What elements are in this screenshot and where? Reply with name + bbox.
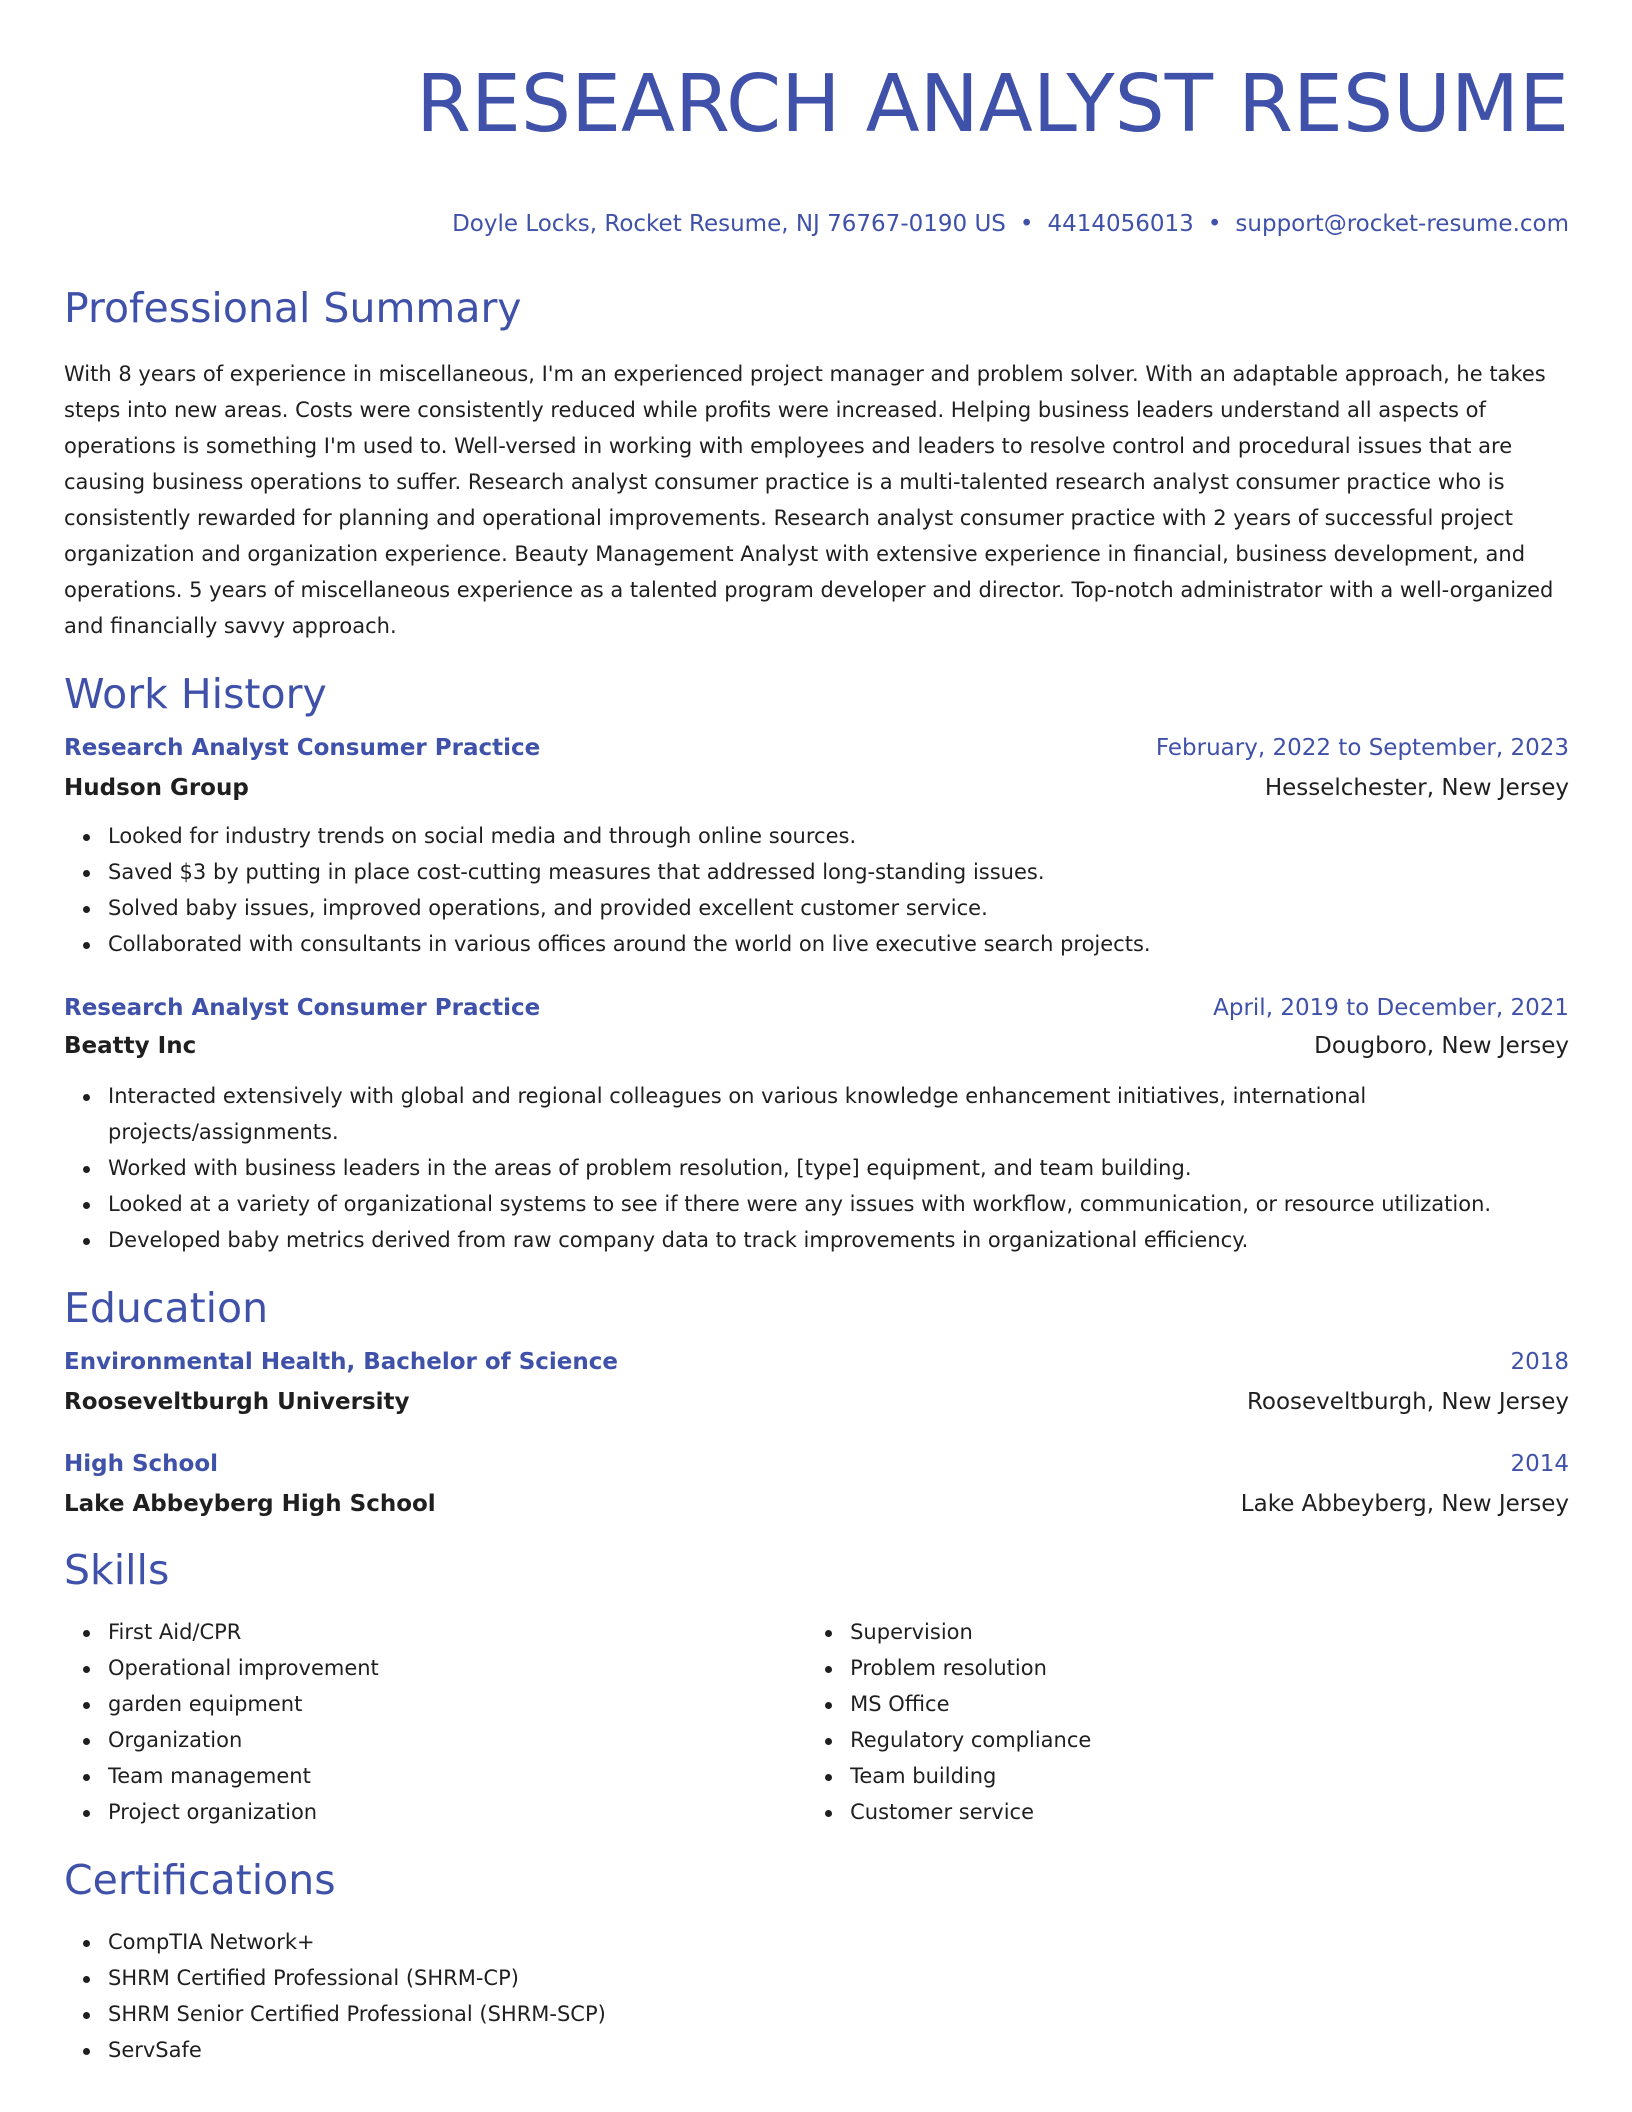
job-bullets [64,818,1569,962]
section-heading-skills: Skills [64,1546,170,1594]
section-heading-education: Education [64,1284,269,1332]
skills-section [64,1542,1569,1830]
certification-item: SHRM Certified Professional (SHRM-CP) [108,1960,1569,1996]
skill-item: Customer service [850,1794,1569,1830]
job-location: Dougboro, New Jersey [1314,1033,1569,1059]
list-item: Collaborated with consultants in various offices around the world on live executive search projects. [108,926,1569,962]
summary-text: With 8 years of experience in miscellaneous, I'm an experienced project manager and problem solver. With an adaptable approach, he takes steps into new areas. Costs were consistently reduced while profits were increased. Helping business leaders understand all aspects of operations is something I'm used to. Well-versed in working with employees and leaders to resolve control and procedural issues that are causing business operations to suffer. Research analyst consumer practice is a multi-talented research analyst consumer practice who is consistently rewarded for planning and operational improvements. Research analyst consumer practice with 2 years of successful project organization and organization experience. Beauty Management Analyst with extensive experience in financial, business development, and operations. 5 years of miscellaneous experience as a talented program developer and director. Top-notch administrator with a well-organized and financially savvy approach. [64,362,1554,638]
list-item: Interacted extensively with global and regional colleagues on various knowledge enhancement initiatives, international projects/assignments. [108,1078,1569,1150]
skill-item: Operational improvement [108,1650,806,1686]
school-name: Rooseveltburgh University [64,1389,410,1415]
certifications-list [64,1924,1569,2068]
skill-item: Supervision [850,1614,1569,1650]
skills-list-right [806,1614,1569,1830]
job-location: Hesselchester, New Jersey [1264,775,1569,801]
skill-item: Team building [850,1758,1569,1794]
degree-title: High School [64,1451,219,1477]
certification-item: ServSafe [108,2032,1569,2068]
skill-item: Project organization [108,1794,806,1830]
contact-phone: 4414056013 [1047,211,1194,237]
summary-section [64,280,1569,644]
skill-item: Regulatory compliance [850,1722,1569,1758]
education-section [64,1280,1569,1520]
school-name: Lake Abbeyberg High School [64,1491,436,1517]
certification-item: CompTIA Network+ [108,1924,1569,1960]
job-title: Research Analyst Consumer Practice [64,995,541,1021]
degree-title: Environmental Health, Bachelor of Science [64,1349,618,1375]
contact-address: Doyle Locks, Rocket Resume, NJ 76767-0190 US [452,211,1006,237]
job-company: Hudson Group [64,775,249,801]
resume-header [64,44,1569,240]
section-heading-certifications: Certifications [64,1856,336,1904]
school-location: Lake Abbeyberg, New Jersey [1240,1491,1569,1517]
job-dates: April, 2019 to December, 2021 [1213,995,1569,1021]
skill-item: Problem resolution [850,1650,1569,1686]
certification-item: SHRM Senior Certified Professional (SHRM-SCP) [108,1996,1569,2032]
separator-dot: • [1019,211,1034,237]
resume-title: RESEARCH ANALYST RESUME [416,58,1569,150]
job-dates: February, 2022 to September, 2023 [1155,735,1569,761]
certifications-section [64,1852,1569,2068]
work-history-section [64,666,1569,1258]
separator-dot: • [1207,211,1222,237]
list-item: Developed baby metrics derived from raw company data to track improvements in organizational efficiency. [108,1222,1569,1258]
job-entry [64,992,1569,1258]
section-heading-work-history: Work History [64,670,327,718]
job-company: Beatty Inc [64,1033,197,1059]
job-entry [64,732,1569,962]
skills-grid [64,1614,1569,1830]
job-bullets [64,1078,1569,1258]
section-heading-summary: Professional Summary [64,284,522,332]
list-item: Worked with business leaders in the areas of problem resolution, [type] equipment, and team building. [108,1150,1569,1186]
graduation-year: 2014 [1510,1451,1569,1477]
list-item: Looked at a variety of organizational systems to see if there were any issues with workflow, communication, or resource utilization. [108,1186,1569,1222]
skill-item: MS Office [850,1686,1569,1722]
job-title: Research Analyst Consumer Practice [64,735,541,761]
list-item: Saved $3 by putting in place cost-cutting measures that addressed long-standing issues. [108,854,1569,890]
skill-item: Team management [108,1758,806,1794]
contact-line [64,208,1569,240]
list-item: Looked for industry trends on social media and through online sources. [108,818,1569,854]
skill-item: garden equipment [108,1686,806,1722]
education-entry [64,1346,1569,1418]
contact-email: support@rocket-resume.com [1235,211,1569,237]
skill-item: Organization [108,1722,806,1758]
school-location: Rooseveltburgh, New Jersey [1246,1389,1569,1415]
skills-list-left [64,1614,806,1830]
education-entry [64,1448,1569,1520]
list-item: Solved baby issues, improved operations, and provided excellent customer service. [108,890,1569,926]
skill-item: First Aid/CPR [108,1614,806,1650]
graduation-year: 2018 [1510,1349,1569,1375]
